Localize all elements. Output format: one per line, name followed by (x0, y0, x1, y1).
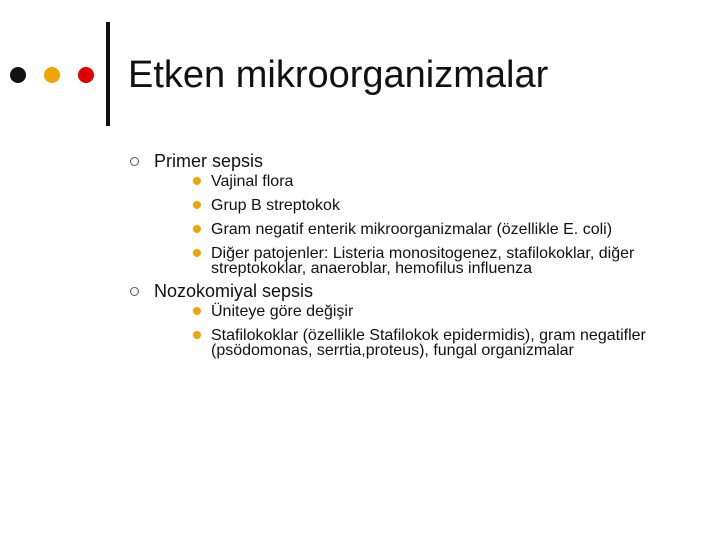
sub-item-text: Grup B streptokok (211, 197, 340, 214)
red-dot-icon (78, 67, 94, 83)
orange-bullet-icon (193, 307, 201, 315)
title-divider (106, 22, 110, 126)
sub-item-text: Gram negatif enterik mikroorganizmalar (özellikle E. coli) (211, 221, 613, 238)
orange-bullet-icon (193, 225, 201, 233)
orange-dot-icon (44, 67, 60, 83)
slide-title: Etken mikroorganizmalar (128, 54, 549, 96)
orange-bullet-icon (193, 249, 201, 257)
sub-list-item (154, 174, 690, 189)
sub-list (154, 304, 690, 358)
list-item-nozokomiyal-sepsis (130, 280, 690, 358)
bullet-list (130, 150, 690, 362)
sub-item-text: Diğer patojenler: Listeria monositogenez, stafilokoklar, diğer streptokoklar, anaeroblar, hemofilus influenza (211, 245, 635, 277)
hollow-circle-bullet-icon (130, 157, 139, 166)
sub-list-item (154, 246, 690, 276)
sub-item-text: Üniteye göre değişir (211, 303, 354, 320)
sub-item-text: Vajinal flora (211, 173, 294, 190)
list-item-label: Primer sepsis (154, 151, 264, 171)
sub-list-item (154, 304, 690, 319)
list-item-primer-sepsis (130, 150, 690, 276)
hollow-circle-bullet-icon (130, 287, 139, 296)
orange-bullet-icon (193, 177, 201, 185)
sub-item-text: Stafilokoklar (özellikle Stafilokok epidermidis), gram negatifler (psödomonas, serrtia,proteus), fungal organizmalar (211, 327, 646, 359)
orange-bullet-icon (193, 201, 201, 209)
sub-list-item (154, 222, 690, 237)
orange-bullet-icon (193, 331, 201, 339)
list-item-label: Nozokomiyal sepsis (154, 281, 314, 301)
sub-list-item (154, 328, 690, 358)
black-dot-icon (10, 67, 26, 83)
sub-list (154, 174, 690, 276)
decorative-dots (10, 66, 94, 84)
sub-list-item (154, 198, 690, 213)
